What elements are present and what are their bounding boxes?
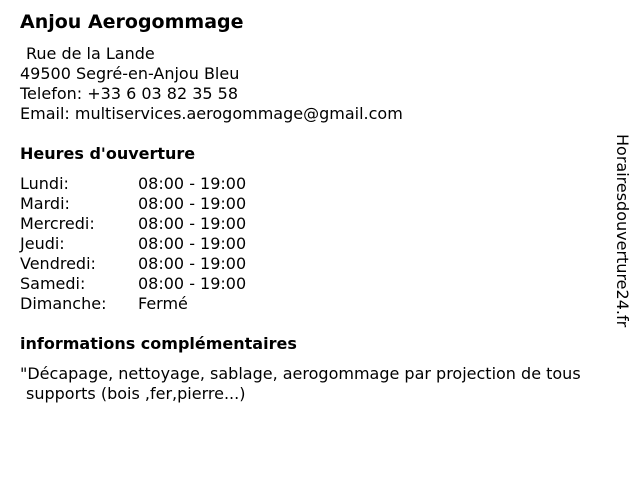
day-label: Samedi: [20,274,86,293]
day-hours: 08:00 - 19:00 [138,254,247,273]
phone-number: Telefon: +33 6 03 82 35 58 [20,84,239,103]
day-label: Jeudi: [20,234,65,253]
day-hours: Fermé [138,294,188,313]
email-address: Email: multiservices.aerogommage@gmail.com [20,104,403,123]
day-label: Mercredi: [20,214,95,233]
day-label: Vendredi: [20,254,96,273]
opening-hours-heading: Heures d'ouverture [20,144,196,163]
day-hours: 08:00 - 19:00 [138,274,247,293]
street-address: Rue de la Lande [26,44,155,63]
day-hours: 08:00 - 19:00 [138,234,247,253]
opening-hours-table [20,174,246,314]
hours-row [20,174,246,194]
day-label: Lundi: [20,174,69,193]
additional-info-text [20,364,640,404]
hours-row [20,194,246,214]
day-hours: 08:00 - 19:00 [138,174,247,193]
additional-info-heading: informations complémentaires [20,334,297,353]
day-hours: 08:00 - 19:00 [138,194,247,213]
city-address: 49500 Segré-en-Anjou Bleu [20,64,240,83]
hours-row [20,274,246,294]
hours-row [20,214,246,234]
description-line: supports (bois ,fer,pierre...) [26,384,246,403]
hours-row [20,234,246,254]
contact-block [20,44,403,124]
day-label: Mardi: [20,194,70,213]
hours-row [20,254,246,274]
description-line: "Décapage, nettoyage, sablage, aerogommage par projection de tous [20,364,581,383]
hours-row [20,294,246,314]
business-name: Anjou Aerogommage [20,11,244,33]
site-watermark: Horairesdouverture24.fr [613,134,632,328]
day-hours: 08:00 - 19:00 [138,214,247,233]
day-label: Dimanche: [20,294,107,313]
